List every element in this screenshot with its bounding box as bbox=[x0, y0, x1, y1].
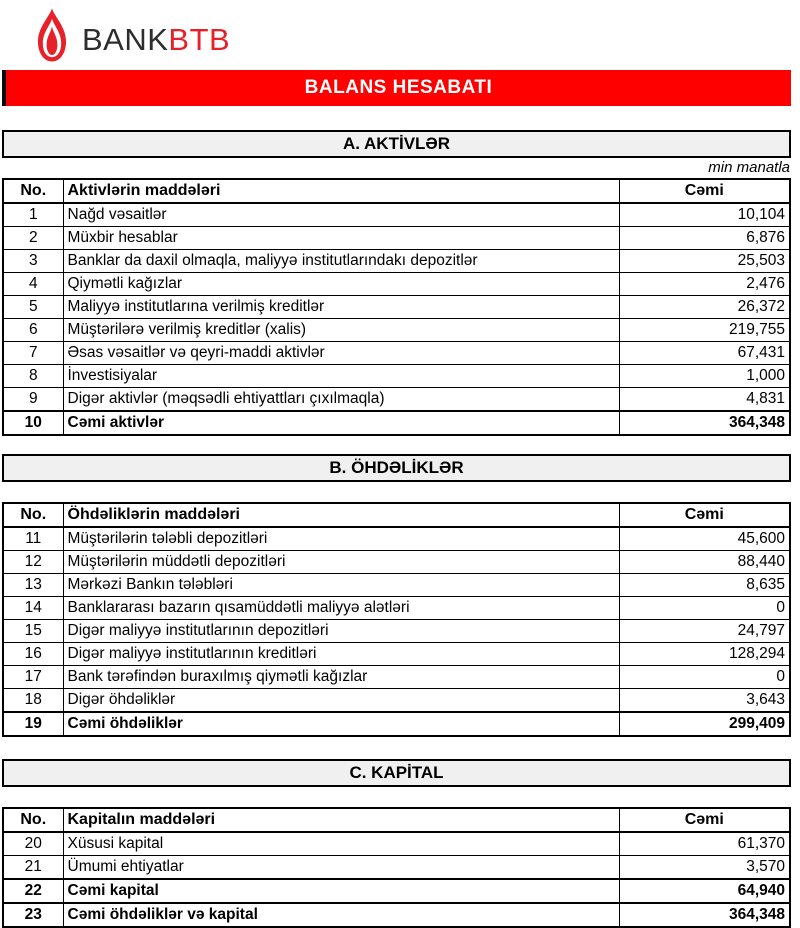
table-row bbox=[3, 319, 790, 342]
row-item-cell: Cəmi aktivlər bbox=[63, 411, 619, 435]
row-item-cell: Digər maliyyə institutlarının kreditləri bbox=[63, 643, 619, 666]
row-number-cell: 15 bbox=[3, 620, 63, 643]
table-row bbox=[3, 643, 790, 666]
row-value-cell: 10,104 bbox=[619, 203, 790, 227]
bank-logo-flame-icon bbox=[35, 8, 69, 62]
row-value-cell: 3,643 bbox=[619, 689, 790, 713]
section-liabilities bbox=[2, 454, 791, 737]
section-capital bbox=[2, 759, 791, 928]
table-row bbox=[3, 411, 790, 435]
row-value-cell: 1,000 bbox=[619, 365, 790, 388]
table-row bbox=[3, 597, 790, 620]
section-a-header-bar bbox=[2, 130, 791, 158]
row-item-cell: Digər öhdəliklər bbox=[63, 689, 619, 713]
table-row bbox=[3, 365, 790, 388]
capital-col-header-total: Cəmi bbox=[619, 808, 790, 832]
row-item-cell: Cəmi öhdəliklər bbox=[63, 712, 619, 736]
row-number-cell: 17 bbox=[3, 666, 63, 689]
row-item-cell: Banklararası bazarın qısamüddətli maliyyə alətləri bbox=[63, 597, 619, 620]
row-item-cell: Qiymətli kağızlar bbox=[63, 273, 619, 296]
row-value-cell: 45,600 bbox=[619, 527, 790, 551]
section-c-header-bar bbox=[2, 759, 791, 787]
row-number-cell: 18 bbox=[3, 689, 63, 713]
row-number-cell: 19 bbox=[3, 712, 63, 736]
row-value-cell: 219,755 bbox=[619, 319, 790, 342]
table-row bbox=[3, 250, 790, 273]
table-row bbox=[3, 712, 790, 736]
row-item-cell: Müştərilərin tələbli depozitləri bbox=[63, 527, 619, 551]
section-assets bbox=[2, 130, 791, 436]
row-value-cell: 0 bbox=[619, 597, 790, 620]
row-item-cell: Bank tərəfindən buraxılmış qiymətli kağızlar bbox=[63, 666, 619, 689]
capital-col-header-item: Kapitalın maddələri bbox=[63, 808, 619, 832]
row-number-cell: 7 bbox=[3, 342, 63, 365]
row-item-cell: Əsas vəsaitlər və qeyri-maddi aktivlər bbox=[63, 342, 619, 365]
assets-table bbox=[2, 178, 791, 436]
table-row bbox=[3, 666, 790, 689]
row-number-cell: 12 bbox=[3, 551, 63, 574]
row-number-cell: 23 bbox=[3, 903, 63, 927]
assets-col-header-total: Cəmi bbox=[619, 179, 790, 203]
assets-col-header-item: Aktivlərin maddələri bbox=[63, 179, 619, 203]
liabilities-table bbox=[2, 502, 791, 737]
row-value-cell: 364,348 bbox=[619, 411, 790, 435]
row-number-cell: 1 bbox=[3, 203, 63, 227]
row-value-cell: 2,476 bbox=[619, 273, 790, 296]
capital-table-header-row bbox=[3, 808, 790, 832]
row-item-cell: İnvestisiyalar bbox=[63, 365, 619, 388]
row-item-cell: Mərkəzi Bankın tələbləri bbox=[63, 574, 619, 597]
bank-logo-text bbox=[82, 16, 230, 55]
row-item-cell: Ümumi ehtiyatlar bbox=[63, 856, 619, 880]
row-item-cell: Müştərilərin müddətli depozitləri bbox=[63, 551, 619, 574]
row-number-cell: 21 bbox=[3, 856, 63, 880]
row-value-cell: 0 bbox=[619, 666, 790, 689]
row-value-cell: 299,409 bbox=[619, 712, 790, 736]
row-value-cell: 64,940 bbox=[619, 879, 790, 903]
row-item-cell: Digər maliyyə institutlarının depozitləri bbox=[63, 620, 619, 643]
table-row bbox=[3, 620, 790, 643]
liabilities-col-header-total: Cəmi bbox=[619, 503, 790, 527]
units-note: min manatla bbox=[708, 159, 790, 176]
capital-table bbox=[2, 807, 791, 928]
row-value-cell: 88,440 bbox=[619, 551, 790, 574]
assets-table-header-row bbox=[3, 179, 790, 203]
row-item-cell: Digər aktivlər (məqsədli ehtiyattları çıxılmaqla) bbox=[63, 388, 619, 412]
row-value-cell: 4,831 bbox=[619, 388, 790, 412]
capital-col-header-no: No. bbox=[3, 808, 63, 832]
row-item-cell: Cəmi öhdəliklər və kapital bbox=[63, 903, 619, 927]
report-title: BALANS HESABATI bbox=[304, 77, 493, 98]
row-value-cell: 61,370 bbox=[619, 832, 790, 856]
row-number-cell: 13 bbox=[3, 574, 63, 597]
report-title-banner bbox=[2, 70, 791, 106]
row-number-cell: 4 bbox=[3, 273, 63, 296]
row-value-cell: 8,635 bbox=[619, 574, 790, 597]
table-row bbox=[3, 903, 790, 927]
row-number-cell: 11 bbox=[3, 527, 63, 551]
row-item-cell: Cəmi kapital bbox=[63, 879, 619, 903]
table-row bbox=[3, 832, 790, 856]
row-value-cell: 128,294 bbox=[619, 643, 790, 666]
bank-logo bbox=[2, 0, 791, 70]
assets-col-header-no: No. bbox=[3, 179, 63, 203]
row-value-cell: 3,570 bbox=[619, 856, 790, 880]
table-row bbox=[3, 527, 790, 551]
spacer bbox=[2, 787, 791, 807]
liabilities-table-header-row bbox=[3, 503, 790, 527]
table-row bbox=[3, 388, 790, 412]
row-number-cell: 5 bbox=[3, 296, 63, 319]
section-a-title: A. AKTİVLƏR bbox=[342, 134, 451, 153]
row-value-cell: 25,503 bbox=[619, 250, 790, 273]
table-row bbox=[3, 273, 790, 296]
row-number-cell: 20 bbox=[3, 832, 63, 856]
logo-bank-word: BANK bbox=[82, 21, 169, 57]
logo-btb-word: BTB bbox=[168, 21, 231, 57]
table-row bbox=[3, 551, 790, 574]
table-row bbox=[3, 342, 790, 365]
table-row bbox=[3, 574, 790, 597]
table-row bbox=[3, 879, 790, 903]
row-number-cell: 22 bbox=[3, 879, 63, 903]
balance-sheet-page bbox=[2, 0, 800, 928]
table-row bbox=[3, 203, 790, 227]
row-number-cell: 10 bbox=[3, 411, 63, 435]
row-value-cell: 26,372 bbox=[619, 296, 790, 319]
table-row bbox=[3, 856, 790, 880]
section-c-title: C. KAPİTAL bbox=[349, 763, 444, 782]
table-row bbox=[3, 689, 790, 713]
spacer bbox=[2, 482, 791, 502]
section-b-header-bar bbox=[2, 454, 791, 482]
row-item-cell: Müxbir hesablar bbox=[63, 227, 619, 250]
section-b-title: B. ÖHDƏLİKLƏR bbox=[329, 458, 464, 477]
row-number-cell: 6 bbox=[3, 319, 63, 342]
row-item-cell: Müştərilərə verilmiş kreditlər (xalis) bbox=[63, 319, 619, 342]
row-number-cell: 16 bbox=[3, 643, 63, 666]
table-row bbox=[3, 296, 790, 319]
row-number-cell: 8 bbox=[3, 365, 63, 388]
row-item-cell: Nağd vəsaitlər bbox=[63, 203, 619, 227]
row-number-cell: 14 bbox=[3, 597, 63, 620]
liabilities-col-header-no: No. bbox=[3, 503, 63, 527]
row-item-cell: Xüsusi kapital bbox=[63, 832, 619, 856]
row-value-cell: 364,348 bbox=[619, 903, 790, 927]
row-number-cell: 2 bbox=[3, 227, 63, 250]
row-value-cell: 67,431 bbox=[619, 342, 790, 365]
table-row bbox=[3, 227, 790, 250]
row-number-cell: 9 bbox=[3, 388, 63, 412]
row-value-cell: 24,797 bbox=[619, 620, 790, 643]
row-value-cell: 6,876 bbox=[619, 227, 790, 250]
liabilities-col-header-item: Öhdəliklərin maddələri bbox=[63, 503, 619, 527]
row-item-cell: Maliyyə institutlarına verilmiş kreditlər bbox=[63, 296, 619, 319]
row-item-cell: Banklar da daxil olmaqla, maliyyə institutlarındakı depozitlər bbox=[63, 250, 619, 273]
row-number-cell: 3 bbox=[3, 250, 63, 273]
